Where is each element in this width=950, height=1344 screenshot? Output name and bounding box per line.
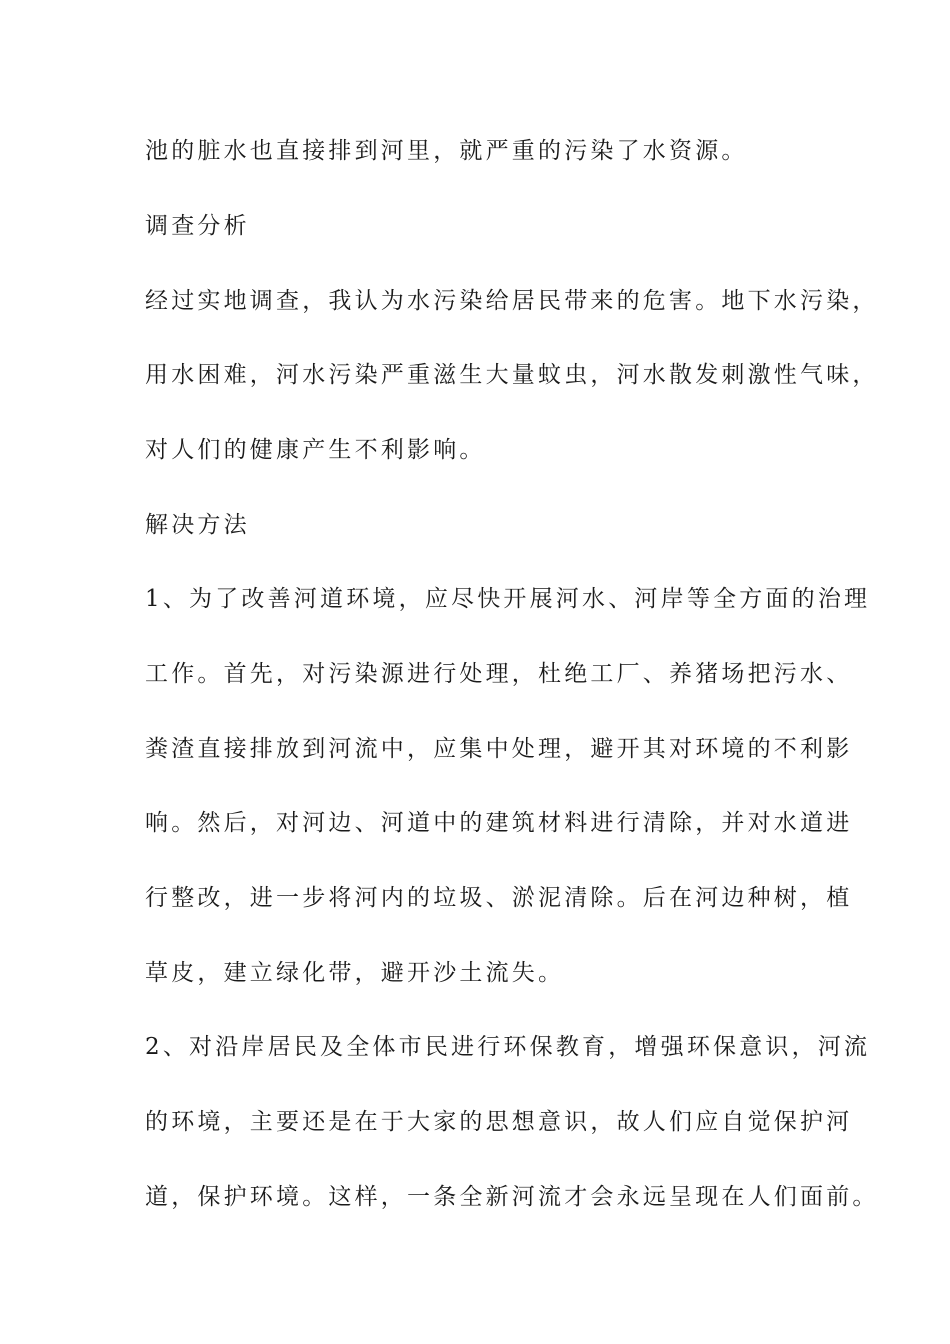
section-heading-investigation: 调查分析 <box>145 213 250 239</box>
paragraph-line-analysis-1: 经过实地调查，我认为水污染给居民带来的危害。地下水污染， <box>145 288 879 314</box>
paragraph-line-intro-end: 池的脏水也直接排到河里，就严重的污染了水资源。 <box>145 138 748 164</box>
paragraph-line-solution1-6: 草皮，建立绿化带，避开沙土流失。 <box>145 960 565 986</box>
paragraph-line-solution1-4: 响。然后，对河边、河道中的建筑材料进行清除，并对水道进 <box>145 810 853 836</box>
paragraph-line-solution2-1: 2、对沿岸居民及全体市民进行环保教育，增强环保意识，河流 <box>145 1034 871 1060</box>
paragraph-line-solution2-3: 道，保护环境。这样，一条全新河流才会永远呈现在人们面前。 <box>145 1184 879 1210</box>
paragraph-line-solution1-1: 1、为了改善河道环境，应尽快开展河水、河岸等全方面的治理 <box>145 586 871 612</box>
paragraph-line-solution1-3: 粪渣直接排放到河流中，应集中处理，避开其对环境的不利影 <box>145 736 853 762</box>
paragraph-line-analysis-3: 对人们的健康产生不利影响。 <box>145 437 486 463</box>
paragraph-line-solution2-2: 的环境，主要还是在于大家的思想意识，故人们应自觉保护河 <box>145 1109 853 1135</box>
paragraph-line-solution1-5: 行整改，进一步将河内的垃圾、淤泥清除。后在河边种树，植 <box>145 885 853 911</box>
paragraph-line-solution1-2: 工作。首先，对污染源进行处理，杜绝工厂、养猪场把污水、 <box>145 661 853 687</box>
section-heading-solutions: 解决方法 <box>145 512 250 538</box>
paragraph-line-analysis-2: 用水困难，河水污染严重滋生大量蚊虫，河水散发刺激性气味， <box>145 362 879 388</box>
